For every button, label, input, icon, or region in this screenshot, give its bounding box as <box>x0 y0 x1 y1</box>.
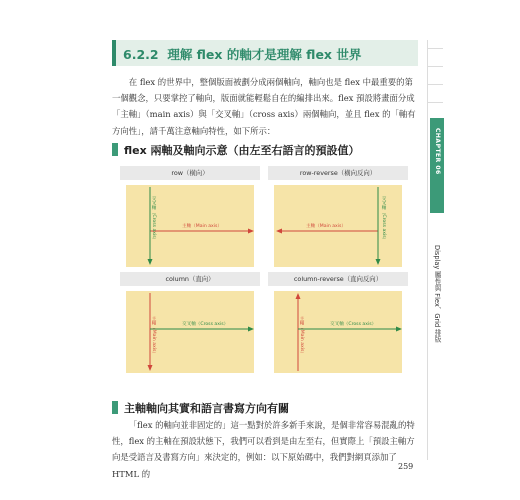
panel-title: row-reverse（橫向反向） <box>268 166 408 180</box>
panel-column <box>120 272 260 376</box>
panel-column-reverse <box>268 272 408 376</box>
page-number: 259 <box>398 462 414 471</box>
section-title: 理解 flex 的軸才是理解 flex 世界 <box>167 47 362 62</box>
intro-paragraph-text: 在 flex 的世界中，整個版面被劃分成兩個軸向，軸向也是 flex 中最重要的第一個觀念，只要掌控了軸向，版面就能輕鬆自在的編排出來。flex 預設將畫面分成「主軸」（main axis）與「交叉軸」（cross axis）兩個軸向，並且 flex 的「軸有方向性」，請千萬注意軸向特性，如下所示： <box>112 77 416 136</box>
cross-axis-label: 交叉軸（Cross axis） <box>182 322 229 327</box>
panel-title: column-reverse（直向反向） <box>268 272 408 286</box>
figure-heading-text: flex 兩軸及軸向示意（由左至右語言的預設值） <box>124 144 360 157</box>
axes-drawing <box>126 291 254 373</box>
second-heading-text: 主軸軸向其實和語言書寫方向有關 <box>124 402 289 415</box>
panel-title: column（直向） <box>120 272 260 286</box>
section-heading-text <box>123 45 361 63</box>
section-heading-bar <box>112 40 116 66</box>
cross-axis-label: 交叉軸（Cross axis） <box>151 196 156 243</box>
intro-paragraph <box>112 74 418 139</box>
figure-heading-mark <box>112 143 118 156</box>
second-paragraph <box>112 417 418 482</box>
main-axis-label: 主軸（Main axis） <box>306 224 347 229</box>
axes-drawing <box>274 291 402 373</box>
cross-axis-label: 交叉軸（Cross axis） <box>381 196 386 243</box>
side-tick <box>427 66 443 67</box>
main-axis-label: 主軸（Main axis） <box>151 316 156 357</box>
main-axis-label: 主軸（Main axis） <box>182 224 223 229</box>
chapter-label: CHAPTER 06 <box>434 128 441 175</box>
side-tick <box>427 84 443 85</box>
panel-title: row（橫向） <box>120 166 260 180</box>
section-number: 6.2.2 <box>123 47 159 62</box>
chapter-tab <box>430 118 444 213</box>
cross-axis-label: 交叉軸（Cross axis） <box>330 322 377 327</box>
side-tick <box>427 48 443 49</box>
second-paragraph-text: 「flex 的軸向並非固定的」這一點對於許多新手來說，是個非常容易混亂的特性，flex 的主軸在預設狀態下，我們可以看到是由左至右，但實際上「預設主軸方向是受語言及書寫方向」來決定的，例如：以下原始碼中，我們對網頁添加了 HTML 的 <box>112 420 415 479</box>
side-tick <box>427 102 443 103</box>
chapter-caption: Display 屬性與 Flex、Grid 排版 <box>433 245 441 343</box>
section-heading <box>112 40 418 66</box>
flex-axis-diagram <box>120 166 410 378</box>
side-rule <box>427 40 428 460</box>
panel-row <box>120 166 260 270</box>
second-heading-mark <box>112 401 118 414</box>
main-axis-label: 主軸（Main axis） <box>299 316 304 357</box>
panel-row-reverse <box>268 166 408 270</box>
